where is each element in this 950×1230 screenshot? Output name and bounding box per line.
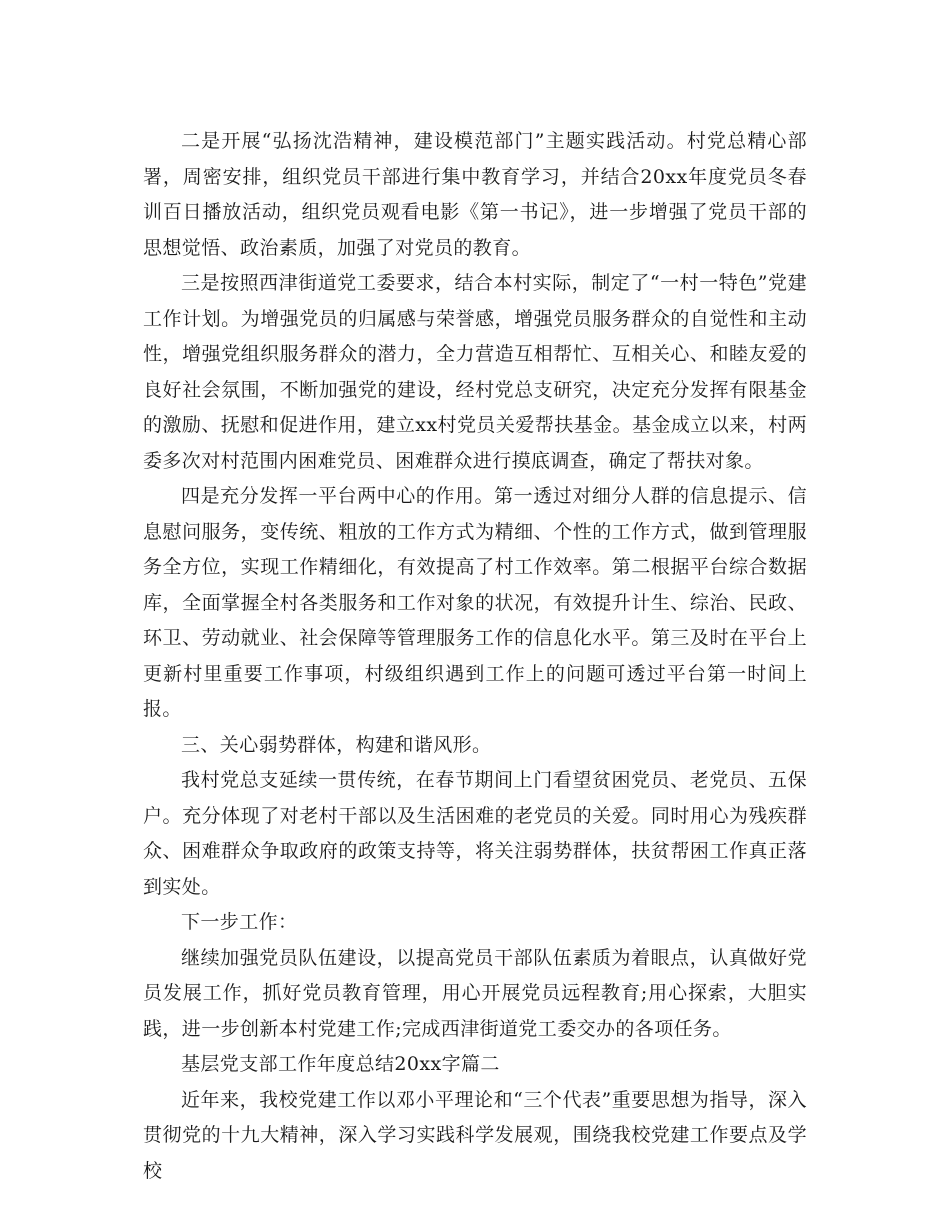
- section-heading-next-steps: 下一步工作：: [181, 911, 298, 933]
- paragraph-5: 继续加强党员队伍建设，以提高党员干部队伍素质为着眼点，认真做好党员发展工作，抓好党员教育管理，用心开展党员远程教育;用心探索，大胆实践，进一步创新本村党建工作;完成西津街道党工委交办的各项任务。: [143, 946, 807, 1040]
- paragraph-6: 近年来，我校党建工作以邓小平理论和“三个代表”重要思想为指导，深入贯彻党的十九大精神，深入学习实践科学发展观，围绕我校党建工作要点及学校: [143, 1088, 807, 1182]
- paragraph-4: 我村党总支延续一贯传统，在春节期间上门看望贫困党员、老党员、五保户。充分体现了对老村干部以及生活困难的老党员的关爱。同时用心为残疾群众、困难群众争取政府的政策支持等，将关注弱势群体，扶贫帮困工作真正落到实处。: [143, 769, 807, 898]
- document-body: [143, 124, 807, 1189]
- paragraph-1: 二是开展“弘扬沈浩精神，建设模范部门”主题实践活动。村党总精心部署，周密安排，组织党员干部进行集中教育学习，并结合20xx年度党员冬春训百日播放活动，组织党员观看电影《第一书记》，进一步增强了党员干部的思想觉悟、政治素质，加强了对党员的教育。: [143, 130, 807, 259]
- paragraph-2: 三是按照西津街道党工委要求，结合本村实际，制定了“一村一特色”党建工作计划。为增强党员的归属感与荣誉感，增强党员服务群众的自觉性和主动性，增强党组织服务群众的潜力，全力营造互相帮忙、互相关心、和睦友爱的良好社会氛围，不断加强党的建设，经村党总支研究，决定充分发挥有限基金的激励、抚慰和促进作用，建立xx村党员关爱帮扶基金。基金成立以来，村两委多次对村范围内困难党员、困难群众进行摸底调查，确定了帮扶对象。: [143, 272, 807, 472]
- section-heading-part-two: 基层党支部工作年度总结20xx字篇二: [181, 1053, 500, 1075]
- paragraph-3: 四是充分发挥一平台两中心的作用。第一透过对细分人群的信息提示、信息慰问服务，变传统、粗放的工作方式为精细、个性的工作方式，做到管理服务全方位，实现工作精细化，有效提高了村工作效率。第二根据平台综合数据库，全面掌握全村各类服务和工作对象的状况，有效提升计生、综治、民政、环卫、劳动就业、社会保障等管理服务工作的信息化水平。第三及时在平台上更新村里重要工作事项，村级组织遇到工作上的问题可透过平台第一时间上报。: [143, 485, 807, 720]
- section-heading-care-vulnerable: 三、关心弱势群体，构建和谐风形。: [181, 733, 492, 756]
